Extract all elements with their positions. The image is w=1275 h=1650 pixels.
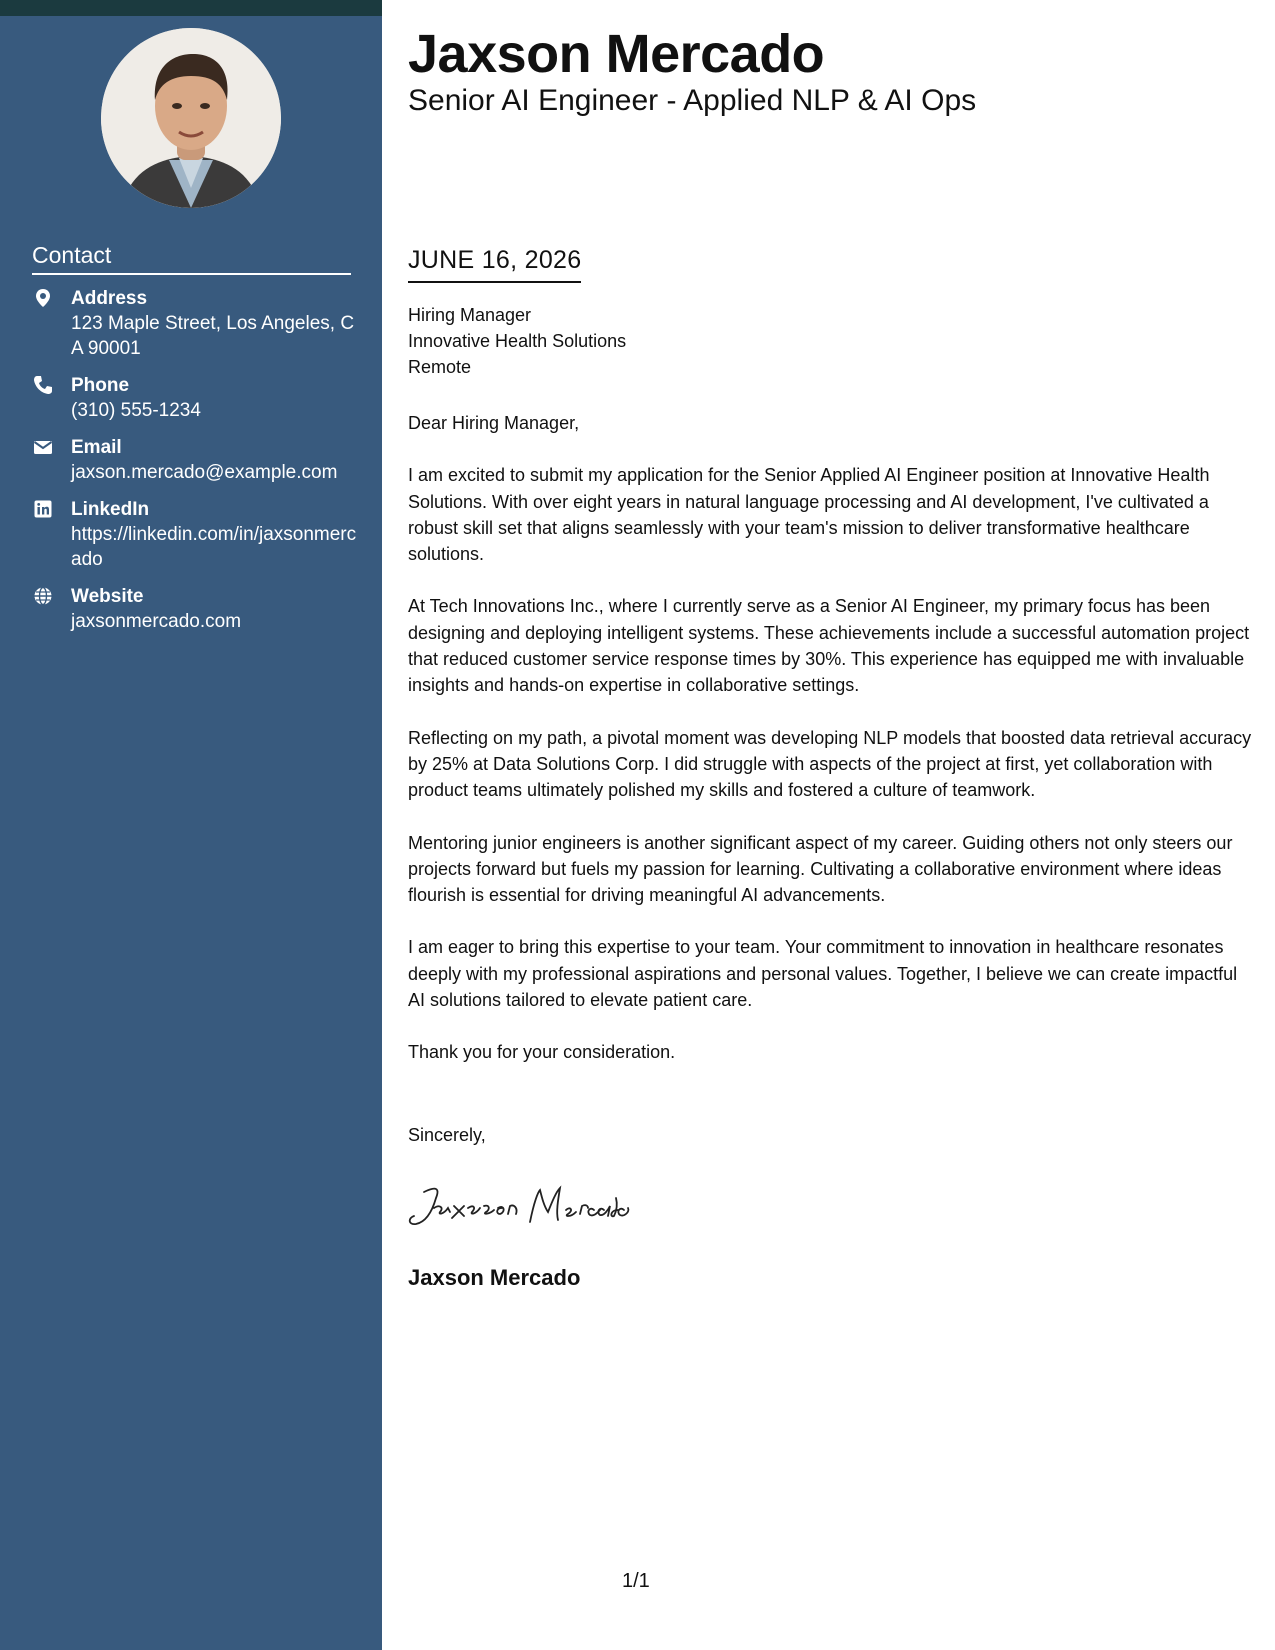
letter-date: JUNE 16, 2026 [408,244,581,283]
contact-website [32,584,362,634]
contact-linkedin-value[interactable]: https://linkedin.com/in/jaxsonmercado [71,524,357,570]
sidebar [0,16,382,1650]
letter-body [408,410,1253,1092]
salutation: Dear Hiring Manager, [408,413,580,433]
letter-paragraph: I am eager to bring this expertise to your team. Your commitment to innovation in healthcare resonates deeply with my professional aspirations and personal values. Together, I believe we can create impactful AI solutions tailored to elevate patient care. [408,937,1238,1011]
handwritten-signature [406,1182,676,1232]
contact-phone [32,373,362,423]
applicant-title: Senior AI Engineer - Applied NLP & AI Ops [408,84,977,117]
signed-name: Jaxson Mercado [408,1265,581,1290]
contact-phone-label: Phone [71,375,130,396]
contact-email-value[interactable]: jaxson.mercado@example.com [71,462,338,483]
page-number: 1/1 [622,1570,650,1592]
recipient-block [408,302,626,380]
map-pin-icon [33,288,53,308]
contact-email [32,435,362,485]
letter-paragraph: Reflecting on my path, a pivotal moment was developing NLP models that boosted data retrieval accuracy by 25% at Data Solutions Corp. I did struggle with aspects of the project at first, yet collaboration with product teams ultimately polished my skills and fostered a culture of teamwork. [408,727,1252,801]
contact-list [32,286,362,646]
contact-address-value: 123 Maple Street, Los Angeles, CA 90001 [71,313,355,359]
linkedin-icon [33,499,53,519]
contact-phone-value: (310) 555-1234 [71,400,201,421]
contact-website-value[interactable]: jaxsonmercado.com [71,611,242,632]
contact-linkedin [32,497,362,572]
letter-paragraph: Thank you for your consideration. [408,1042,676,1063]
contact-linkedin-label: LinkedIn [71,499,150,520]
globe-icon [33,586,53,606]
contact-heading: Contact [32,242,351,275]
recipient-line: Hiring Manager [408,305,532,325]
recipient-line: Innovative Health Solutions [408,331,627,351]
letter-paragraph: I am excited to submit my application for the Senior Applied AI Engineer position at Innovative Health Solutions. With over eight years in natural language processing and AI development, I've cultivated a robust skill set that aligns seamlessly with your team's mission to deliver transformative healthcare solutions. [408,465,1210,565]
letter-paragraph: At Tech Innovations Inc., where I currently serve as a Senior AI Engineer, my primary focus has been designing and deploying intelligent systems. These achievements include a successful automation project that reduced customer service response times by 30%. This experience has equipped me with invaluable insights and hands-on expertise in collaborative settings. [408,596,1250,696]
contact-address [32,286,362,361]
closing: Sincerely, [408,1125,486,1145]
envelope-icon [33,437,53,457]
applicant-name: Jaxson Mercado [408,24,825,84]
profile-photo [101,28,281,208]
letter-paragraph: Mentoring junior engineers is another significant aspect of my career. Guiding others not only steers our projects forward but fuels my passion for learning. Cultivating a collaborative environment where ideas flourish is essential for driving meaningful AI advancements. [408,832,1233,906]
phone-icon [33,375,53,395]
avatar [101,28,281,208]
recipient-line: Remote [408,357,472,377]
contact-address-label: Address [71,288,148,309]
contact-website-label: Website [71,586,144,607]
top-accent-bar [0,0,382,16]
contact-email-label: Email [71,437,122,458]
